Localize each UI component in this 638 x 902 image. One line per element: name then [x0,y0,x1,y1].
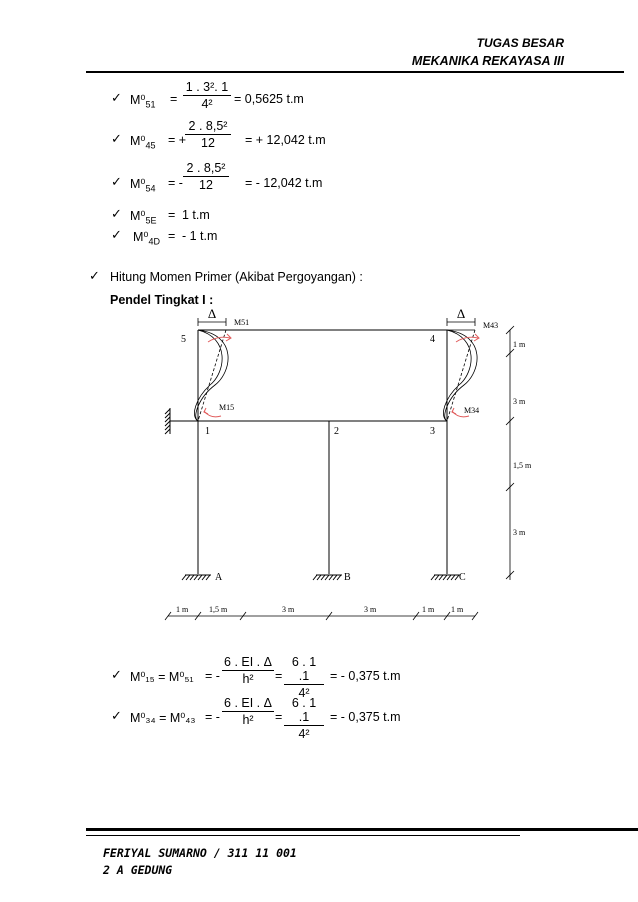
fem-operator: = [168,208,176,222]
dimension-label: 3 m [364,605,377,614]
header-subtitle: MEKANIKA REKAYASA III [411,54,564,68]
dimension-line-vertical [506,326,514,580]
moment-label-M51: M51 [234,318,250,327]
check-icon: ✓ [111,667,122,682]
fem-fraction: 1 . 3². 1 4² [183,80,231,111]
check-icon: ✓ [111,90,122,105]
delta-label: Δ [456,306,466,321]
check-icon: ✓ [111,708,122,723]
node-label-5: 5 [181,334,186,345]
fem-label: $M^0_{5E}$ [130,209,157,226]
sway-operator: = - [205,669,220,683]
section-title: Hitung Momen Primer (Akibat Pergoyangan) : [110,270,363,284]
dimension-label: 1 m [513,340,526,349]
node-label-C: C [459,572,466,583]
moment-label-M15: M15 [219,403,235,412]
node-label-B: B [344,572,351,583]
fem-operator: = + [168,133,187,147]
dimension-label: 1,5 m [209,605,228,614]
sway-lhs: M⁰₁₅ = M⁰₅₁ [130,670,194,684]
check-icon: ✓ [111,131,122,146]
sway-fraction-1: 6 . EI . Δ h² [222,696,274,727]
moment-label-M43: M43 [483,321,499,330]
moment-arrows [204,334,479,417]
fem-result: = - 12,042 t.m [245,176,323,190]
dimension-label: 1 m [451,605,464,614]
fem-result: = + 12,042 t.m [245,133,326,147]
fem-fraction: 2 . 8,5² 12 [185,119,231,150]
check-icon: ✓ [111,227,122,242]
header-title: TUGAS BESAR [476,36,564,50]
delta-marker-left [198,306,226,326]
wall-support-icon [165,408,170,434]
node-label-1: 1 [205,426,210,437]
frame-members [170,330,447,574]
node-label-3: 3 [430,426,435,437]
fem-fraction: 2 . 8,5² 12 [183,161,229,192]
check-icon: ✓ [111,174,122,189]
check-icon: ✓ [111,206,122,221]
moment-arrow-M51-icon [208,337,230,342]
sway-lhs: M⁰₃₄ = M⁰₄₃ [130,711,196,725]
dimension-label: 1 m [422,605,435,614]
fem-value: - 1 t.m [182,229,218,243]
dimension-label: 1 m [176,605,189,614]
fem-operator: = [170,92,178,106]
fixed-support-B-icon [313,575,342,580]
sway-fraction-2: 6 . 1 .1 4² [284,655,324,700]
sway-operator: = - [205,710,220,724]
footer-rule [86,828,638,831]
sway-eq: = [275,710,283,724]
sway-result: = - 0,375 t.m [330,669,401,683]
check-icon: ✓ [89,268,100,283]
fem-label: $M^0_{51}$ [130,93,156,110]
sway-fraction-1: 6 . EI . Δ h² [222,655,274,686]
fem-operator: = - [168,176,183,190]
dimension-label: 3 m [513,397,526,406]
footer-rule-thin [86,835,520,836]
sway-eq: = [275,669,283,683]
fem-label: $M^0_{4D}$ [133,230,160,247]
node-label-A: A [215,572,223,583]
sway-fraction-2: 6 . 1 .1 4² [284,696,324,741]
delta-marker-right [447,306,475,326]
footer-class: 2 A GEDUNG [103,863,173,877]
moment-arrow-M43-icon [456,337,478,342]
fem-operator: = [168,229,176,243]
fem-value: 1 t.m [182,208,210,222]
fem-label: $M^0_{45}$ [130,134,156,151]
dimension-label: 3 m [513,528,526,537]
delta-label: Δ [207,306,217,321]
fem-label: $M^0_{54}$ [130,177,156,194]
moment-label-M34: M34 [464,406,480,415]
footer-author: FERIYAL SUMARNO / 311 11 001 [103,846,297,860]
dimension-label: 3 m [282,605,295,614]
dimension-label: 1,5 m [513,461,532,470]
fixed-support-C-icon [431,575,460,580]
node-label-2: 2 [334,426,339,437]
section-subtitle: Pendel Tingkat I : [110,293,214,307]
fixed-support-A-icon [182,575,211,580]
fem-result: = 0,5625 t.m [234,92,304,106]
node-label-4: 4 [430,334,435,345]
sway-result: = - 0,375 t.m [330,710,401,724]
